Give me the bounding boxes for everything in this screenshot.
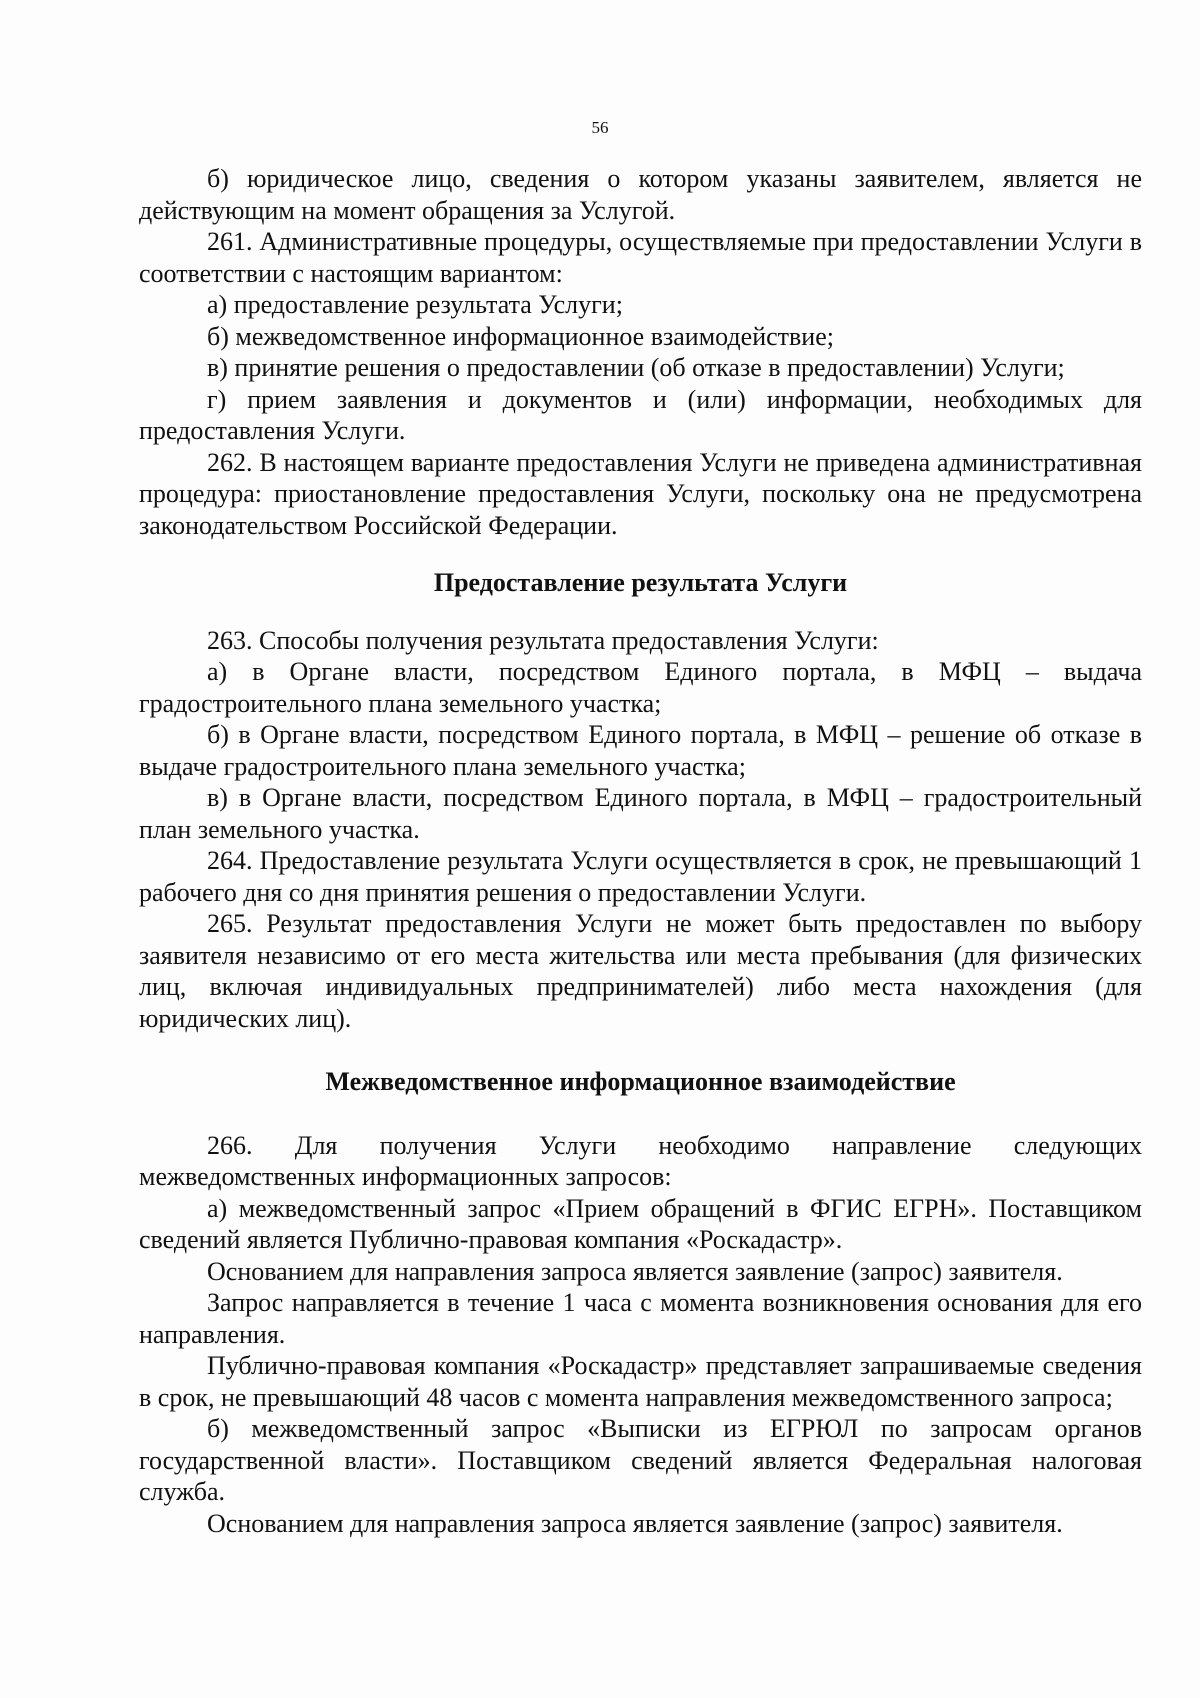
- list-item: а) межведомственный запрос «Прием обращений в ФГИС ЕГРН». Поставщиком сведений является Публично-правовая компания «Роскадастр».: [139, 1193, 1142, 1254]
- paragraph: 266. Для получения Услуги необходимо направление следующих межведомственных информационных запросов:: [139, 1130, 1142, 1191]
- list-item: а) предоставление результата Услуги;: [207, 290, 623, 319]
- paragraph: б) юридическое лицо, сведения о котором указаны заявителем, является не действующим на момент обращения за Услугой.: [139, 164, 1142, 225]
- paragraph: 263. Способы получения результата предоставления Услуги:: [207, 625, 879, 655]
- list-item: в) принятие решения о предоставлении (об отказе в предоставлении) Услуги;: [207, 353, 1065, 382]
- paragraph: Основанием для направления запроса является заявление (запрос) заявителя.: [207, 1508, 1063, 1538]
- list-item: а) в Органе власти, посредством Единого портала, в МФЦ – выдача градостроительного плана земельного участка;: [139, 657, 1142, 718]
- section-heading: Предоставление результата Услуги: [433, 568, 848, 597]
- paragraph: 264. Предоставление результата Услуги осуществляется в срок, не превышающий 1 рабочего дня со дня принятия решения о предоставлении Услуги.: [139, 846, 1142, 907]
- paragraph: 261. Административные процедуры, осуществляемые при предоставлении Услуги в соответствии с настоящим вариантом:: [139, 227, 1142, 288]
- paragraph: 265. Результат предоставления Услуги не может быть предоставлен по выбору заявителя независимо от его места жительства или места пребывания (для физических лиц, включая индивидуальных предпринимателей) либо места нахождения (для юридических лиц).: [139, 909, 1142, 1033]
- list-item: г) прием заявления и документов и (или) информации, необходимых для предоставления Услуги.: [139, 384, 1142, 445]
- paragraph: Публично-правовая компания «Роскадастр» представляет запрашиваемые сведения в срок, не превышающий 48 часов с момента направления межведомственного запроса;: [139, 1351, 1142, 1412]
- list-item: в) в Органе власти, посредством Единого портала, в МФЦ – градостроительный план земельного участка.: [139, 783, 1142, 844]
- list-item: б) межведомственное информационное взаимодействие;: [207, 321, 834, 351]
- section-heading: Межведомственное информационное взаимодействие: [325, 1067, 956, 1096]
- document-body: [139, 163, 1142, 1539]
- list-item: б) межведомственный запрос «Выписки из ЕГРЮЛ по запросам органов государственной власти». Поставщиком сведений является Федеральная налоговая служба.: [139, 1414, 1142, 1506]
- paragraph: Основанием для направления запроса является заявление (запрос) заявителя.: [207, 1256, 1063, 1286]
- page-number: 56: [591, 118, 609, 137]
- paragraph: 262. В настоящем варианте предоставления Услуги не приведена административная процедура: приостановление предоставления Услуги, поскольку она не предусмотрена законодательством Российской Федерации.: [139, 447, 1142, 540]
- paragraph: Запрос направляется в течение 1 часа с момента возникновения основания для его направления.: [139, 1288, 1142, 1349]
- list-item: б) в Органе власти, посредством Единого портала, в МФЦ – решение об отказе в выдаче градостроительного плана земельного участка;: [139, 720, 1142, 781]
